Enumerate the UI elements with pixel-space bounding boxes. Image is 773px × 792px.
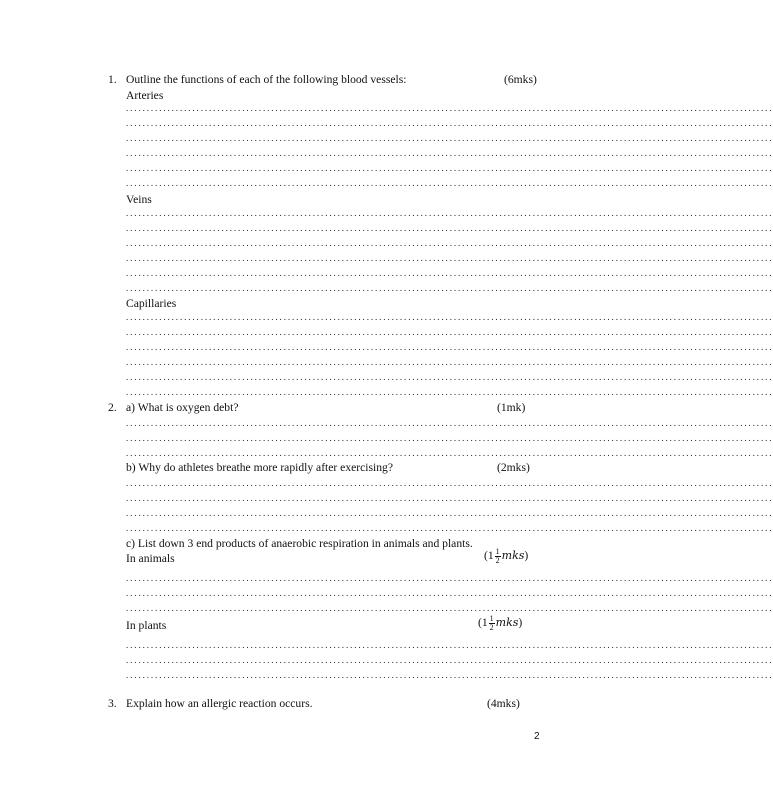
half-fraction	[495, 548, 501, 565]
q1-number: 1.	[108, 73, 117, 86]
q2a-marks: (1mk)	[497, 401, 526, 414]
q2-number: 2.	[108, 401, 117, 414]
q2b-marks: (2mks)	[497, 461, 530, 474]
plants-marks	[478, 615, 522, 632]
answer-line[interactable]: ............................................................................................................................................................	[126, 493, 773, 503]
answer-line[interactable]: ............................................................................................................................................................	[126, 238, 773, 248]
half-fraction	[489, 615, 495, 632]
answer-line[interactable]: ............................................................................................................................................................	[126, 327, 773, 337]
arteries-label: Arteries	[126, 89, 164, 102]
mark-unit: mks	[495, 616, 519, 630]
answer-line[interactable]: ............................................................................................................................................................	[126, 448, 773, 458]
answer-line[interactable]: ............................................................................................................................................................	[126, 523, 773, 533]
q3-text: Explain how an allergic reaction occurs.	[126, 697, 313, 710]
fraction-numerator: 1	[495, 547, 500, 556]
fraction-numerator: 1	[489, 614, 494, 623]
answer-line[interactable]: ............................................................................................................................................................	[126, 418, 773, 428]
answer-line[interactable]: ............................................................................................................................................................	[126, 372, 773, 382]
answer-line[interactable]: ............................................................................................................................................................	[126, 118, 773, 128]
q2b-text: b) Why do athletes breathe more rapidly after exercising?	[126, 461, 393, 474]
answer-line[interactable]: ............................................................................................................................................................	[126, 655, 773, 665]
animals-marks	[484, 548, 528, 565]
answer-line[interactable]: ............................................................................................................................................................	[126, 133, 773, 143]
answer-line[interactable]: ............................................................................................................................................................	[126, 478, 773, 488]
fraction-denominator: 2	[489, 623, 494, 632]
mark-open: (1	[478, 616, 488, 630]
answer-line[interactable]: ............................................................................................................................................................	[126, 603, 773, 613]
answer-line[interactable]: ............................................................................................................................................................	[126, 253, 773, 263]
answer-line[interactable]: ............................................................................................................................................................	[126, 163, 773, 173]
answer-line[interactable]: ............................................................................................................................................................	[126, 433, 773, 443]
q2c-text: c) List down 3 end products of anaerobic respiration in animals and plants.	[126, 537, 473, 550]
q3-marks: (4mks)	[487, 697, 520, 710]
answer-line[interactable]: ............................................................................................................................................................	[126, 670, 773, 680]
q3-number: 3.	[108, 697, 117, 710]
answer-line[interactable]: ............................................................................................................................................................	[126, 508, 773, 518]
mark-close: )	[524, 549, 529, 563]
answer-line[interactable]: ............................................................................................................................................................	[126, 178, 773, 188]
answer-line[interactable]: ............................................................................................................................................................	[126, 312, 773, 322]
q1-marks: (6mks)	[504, 73, 537, 86]
fraction-denominator: 2	[495, 556, 500, 565]
answer-line[interactable]: ............................................................................................................................................................	[126, 103, 773, 113]
answer-line[interactable]: ............................................................................................................................................................	[126, 640, 773, 650]
mark-close: )	[518, 616, 523, 630]
capillaries-label: Capillaries	[126, 297, 177, 310]
veins-label: Veins	[126, 193, 152, 206]
answer-line[interactable]: ............................................................................................................................................................	[126, 283, 773, 293]
q1-text: Outline the functions of each of the following blood vessels:	[126, 73, 407, 86]
answer-line[interactable]: ............................................................................................................................................................	[126, 573, 773, 583]
answer-line[interactable]: ............................................................................................................................................................	[126, 387, 773, 397]
answer-line[interactable]: ............................................................................................................................................................	[126, 223, 773, 233]
answer-line[interactable]: ............................................................................................................................................................	[126, 208, 773, 218]
animals-label: In animals	[126, 552, 175, 565]
answer-line[interactable]: ............................................................................................................................................................	[126, 342, 773, 352]
mark-open: (1	[484, 549, 494, 563]
answer-line[interactable]: ............................................................................................................................................................	[126, 357, 773, 367]
plants-label: In plants	[126, 619, 167, 632]
answer-line[interactable]: ............................................................................................................................................................	[126, 148, 773, 158]
page-number: 2	[534, 731, 540, 742]
answer-line[interactable]: ............................................................................................................................................................	[126, 588, 773, 598]
answer-line[interactable]: ............................................................................................................................................................	[126, 268, 773, 278]
mark-unit: mks	[501, 549, 525, 563]
q2a-text: a) What is oxygen debt?	[126, 401, 239, 414]
